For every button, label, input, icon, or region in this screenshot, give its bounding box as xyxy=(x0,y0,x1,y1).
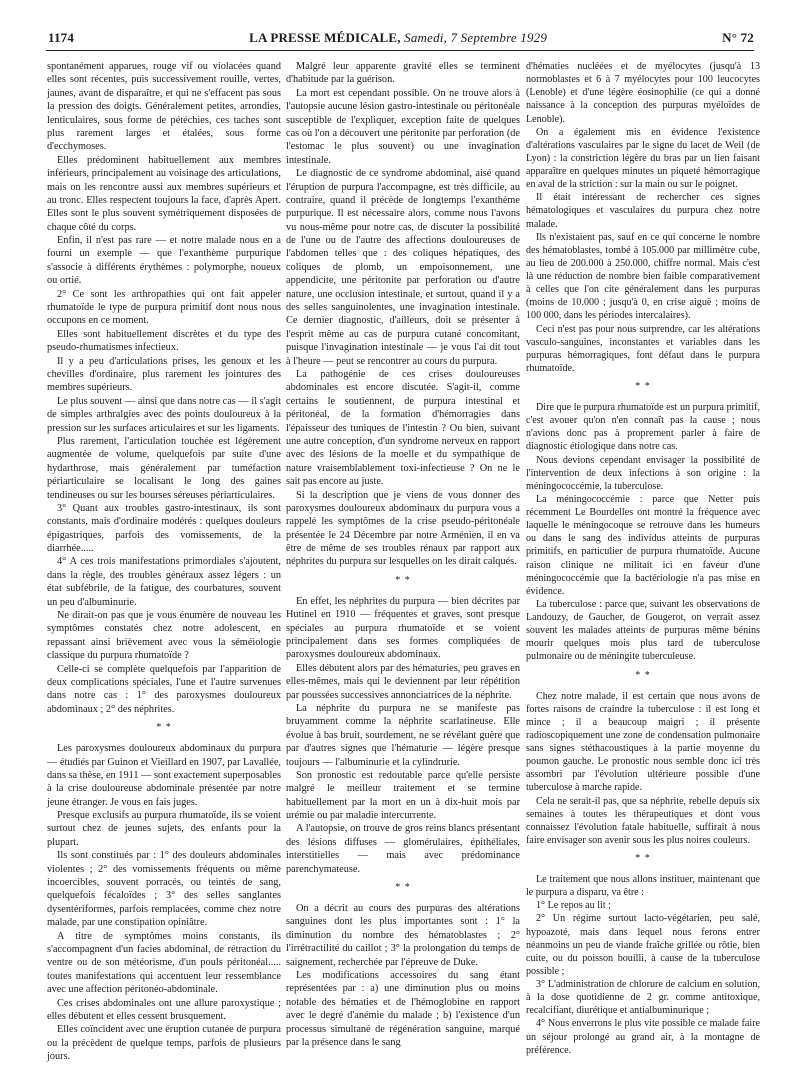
paragraph: On a également mis en évidence l'existence d'altérations vasculaires par le signe du lacet de Weil (de Lyon) : la constriction légère du bras par un lien faisant apparaître en quelques minutes un piqueté hémorragique en aval de la striction : sur la main ou sur le poignet. xyxy=(526,126,760,191)
section-separator: * * xyxy=(395,882,411,894)
section-separator: * * xyxy=(635,853,651,864)
column-3 xyxy=(526,60,760,1057)
column-2 xyxy=(286,60,520,1049)
paragraph: Les modifications accessoires du sang étant représentées par : a) une diminution plus ou moins notable des hématies et de l'hémoglobine en rapport avec le degré d'anémie du malade ; b) l'existence d'un processus simultané de régénération sanguine, marqué par la présence dans le sang xyxy=(286,970,520,1048)
paragraph: Dire que le purpura rhumatoïde est un purpura primitif, c'est avouer qu'on n'en connaît pas la cause ; nous n'avions donc pas à proprement parler à faire de diagnostic étiologique dans notre cas. xyxy=(526,402,760,453)
column-1 xyxy=(47,60,281,1064)
paragraph: Le diagnostic de ce syndrome abdominal, aisé quand l'éruption de purpura l'accompagne, est très difficile, au contraire, quand il précède de longtemps l'exanthème purpurique. Il est nécessaire alors, comme nous l'avons vu nous-même pour notre cas, de discuter la possibilité de l'une ou de l'autre des affections douloureuses de l'abdomen telles que : des coliques hépatiques, des coliques de plomb, un empoisonnement, une appendicite, une péritonite par perforation ou d'autre nature, une occlusion intestinale, et surtout, quand il y a des selles sanguinolentes, une invagination intestinale. Ce dernier diagnostic, d'ailleurs, doit se présenter à l'esprit même au cas de purpura cutané concomitant, puisque l'invagination intestinale — je vous l'ai dit tout à l'heure — peut se rencontrer au cours du purpura. xyxy=(286,168,520,367)
paragraph: La néphrite du purpura ne se manifeste pas bruyamment comme la néphrite scarlatineuse. Elle évolue à bas bruit, sourdement, ne se révélant guère que par d'autres signes que l'hématurie — légère presque toujours — l'albuminurie et la cylindrurie. xyxy=(286,702,520,768)
paragraph: Son pronostic est redoutable parce qu'elle persiste malgré le meilleur traitement et se termine habituellement par la mort en un à dix-huit mois par urémie ou par maladie intercurrente. xyxy=(286,769,520,822)
paragraph: d'hématies nucléées et de myélocytes (jusqu'à 13 normoblastes et 6 à 7 myélocytes pour 100 leucocytes (Lenoble) et d'une légère éosinophilie (ce qui a donné naissance à la conception des purpuras myéloïdes de Lenoble). xyxy=(526,61,760,125)
paragraph: La mort est cependant possible. On ne trouve alors à l'autopsie aucune lésion gastro-intestinale ou péritonéale susceptible de l'expliquer, exception faite de quelques cas où l'on a découvert une péritonite par perforation (de l'estomac le plus souvent) ou une invagination intestinale. xyxy=(286,87,520,166)
paragraph: La tuberculose : parce que, suivant les observations de Landouzy, de Gaucher, de Gougerot, on verrait assez souvent les malades atteints de purpuras même bénins mourir quelques mois plus tard de tuberculose pulmonaire ou de méningite tuberculeuse. xyxy=(526,598,760,663)
paragraph: Presque exclusifs au purpura rhumatoïde, ils se voient surtout chez de jeunes sujets, des enfants pour la plupart. xyxy=(47,810,281,848)
paragraph: Ne dirait-on pas que je vous énumère de nouveau les symptômes constatés chez notre adolescent, en repassant ainsi brièvement avec vous la séméiologie classique du purpura rhumatoïde ? xyxy=(47,610,281,662)
paragraph: Le traitement que nous allons instituer, maintenant que le purpura a disparu, va être : xyxy=(526,874,760,899)
section-separator: * * xyxy=(635,669,651,681)
paragraph: Nous devions cependant envisager la possibilité de l'intervention de deux infections à son origine : la méningococcémie, la tuberculose. xyxy=(526,454,760,492)
paragraph: Celle-ci se complète quelquefois par l'apparition de deux complications spéciales, l'une et l'autre survenues dans notre cas : 1° des paroxysmes douloureux abdominaux ; 2° des néphrites. xyxy=(47,663,281,715)
paragraph: A l'autopsie, on trouve de gros reins blancs présentant des lésions diffuses — glomérulaires, épithéliales, interstitielles — mais avec prédominance parenchymateuse. xyxy=(286,823,520,875)
paragraph: Il y a peu d'articulations prises, les genoux et les chevilles d'ordinaire, plus rarement les jointures des membres supérieurs. xyxy=(47,355,281,394)
paragraph: Il était intéressant de rechercher ces signes hématologiques et vasculaires du purpura chez notre malade. xyxy=(526,192,760,230)
paragraph: Le plus souvent — ainsi que dans notre cas — il s'agit de simples arthralgies avec des points douloureux à la pression sur les surfaces articulaires et sur les ligaments. xyxy=(47,395,281,434)
paragraph: Elles sont habituellement discrètes et du type des pseudo-rhumatismes infectieux. xyxy=(47,328,281,354)
paragraph: 2° Ce sont les arthropathies qui ont fait appeler rhumatoïde le type de purpura primitif dont nous nous occupons en ce moment. xyxy=(47,288,281,327)
running-title xyxy=(249,30,547,46)
paragraph: Ils sont constitués par : 1° des douleurs abdominales violentes ; 2° des vomissements fréquents ou même incoercibles, souvent porracés, ou teintés de sang, quelquefois fécaloïdes ; 3° des selles sanglantes dysentériformes, parfois remplacées, comme chez notre malade, par une constipation opiniâtre. xyxy=(47,850,281,929)
paragraph: Les paroxysmes douloureux abdominaux du purpura — étudiés par Guinon et Vieillard en 1907, par Lavallée, dans sa thèse, en 1911 — sont exactement superposables à la crise douloureuse abdominale présentée par notre jeune étranger. Je vous en fais juges. xyxy=(47,743,281,808)
paragraph: 1° Le repos au lit ; xyxy=(536,900,611,912)
issue-number: N° 72 xyxy=(722,30,754,45)
section-separator: * * xyxy=(395,574,411,586)
paragraph: 3° L'administration de chlorure de calcium en solution, à la dose quotidienne de 2 gr. comme antitoxique, recalcifiant, diurétique et antialbuminurique ; xyxy=(526,979,760,1017)
paragraph: La méningococcémie : parce que Netter puis récemment Le Bourdelles ont montré la fréquence avec laquelle le méningocoque se retrouve dans les humeurs ou dans le sang des individus atteints de purpuras primitifs, en particulier de purpura rhumatoïde. Aucune raison clinique ne militait ici en faveur d'une méningococcémie que la bactériologie n'a pas mise en évidence. xyxy=(526,493,760,597)
section-separator: * * xyxy=(156,722,172,734)
journal-name: LA PRESSE MÉDICALE, xyxy=(249,30,401,45)
paragraph: A titre de symptômes moins constants, ils s'accompagnent d'un facies abdominal, de rétraction du ventre ou de son météorisme, d'un pouls péritonéal..... toutes manifestations qui accentuent leur ressemblance avec une affection péritonéo-abdominale. xyxy=(47,930,281,996)
paragraph: Chez notre malade, il est certain que nous avons de fortes raisons de craindre la tuberculose : il est long et mince ; il a beaucoup maigri ; il présente radioscopiquement une zone de condensation pulmonaire sans signes stéthacoustiques à la partie moyenne du poumon gauche. Le pronostic nous semble donc ici très assombri par l'évolution ultérieure possible d'une tuberculose à marche rapide. xyxy=(526,690,760,794)
paragraph: Si la description que je viens de vous donner des paroxysmes douloureux abdominaux du purpura vous a rappelé les symptômes de la crise pseudo-péritonéale présentée le 24 Décembre par notre Arménien, il en va être de même de ses troubles rénaux par rapport aux néphrites du purpura sur lesquelles on les dirait calqués. xyxy=(286,489,520,568)
paragraph: La pathogénie de ces crises douloureuses abdominales est encore discutée. S'agit-il, comme certains le soutiennent, de purpura intestinal et péritonéal, de la formation d'hémorragies dans l'épaisseur des tuniques de l'intestin ? Ou bien, suivant une autre conception, d'un syndrome nerveux en rapport avec des lésions de la moelle et du sympathique de nature vraisemblablement toxi-infectieuse ? On ne le sait pas encore au juste. xyxy=(286,368,520,488)
paragraph: Ceci n'est pas pour nous surprendre, car les altérations vasculo-sanguines, inconstantes et variables dans les purpuras hémorragiques, font défaut dans le purpura rhumatoïde. xyxy=(526,323,760,374)
paragraph: En effet, les néphrites du purpura — bien décrites par Hutinel en 1910 — fréquentes et graves, sont presque spéciales au purpura rhumatoïde et se voient principalement dans ses formes compliquées de paroxysmes douloureux abdominaux. xyxy=(286,595,520,661)
paragraph: Elles débutent alors par des hématuries, peu graves en elles-mêmes, mais qui le deviennent par leur répétition par poussées successives annonciatrices de la néphrite. xyxy=(286,662,520,701)
paragraph: Enfin, il n'est pas rare — et notre malade nous en a fourni un exemple — que l'exanthème purpurique s'associe à différents érythèmes : polymorphe, noueux ou ortié. xyxy=(47,235,281,287)
header-rule xyxy=(46,50,754,51)
paragraph: spontanément apparues, rouge vif ou violacées quand elles sont récentes, puis successivement rouille, vertes, jaunes, avant de disparaître, et qui ne s'effacent pas sous la pression des doigts. Généralement petites, arrondies, lenticulaires, sous forme de pétéchies, ces taches sont plus rarement larges et étalées, sous forme d'ecchymoses. xyxy=(47,61,281,153)
paragraph: On a décrit au cours des purpuras des altérations sanguines dont les plus importantes sont : 1° la diminution du nombre des hématoblastes ; 2° l'irrétractilité du caillot ; 3° la prolongation du temps de saignement, recherchée par l'épreuve de Duke. xyxy=(286,903,520,968)
page-header xyxy=(48,30,754,48)
paragraph: 4° A ces trois manifestations primordiales s'ajoutent, dans la règle, des troubles généraux assez légers : un état subfébrile, de la fatigue, des courbatures, souvent un peu d'albuminurie. xyxy=(47,556,281,608)
paragraph: 2° Un régime surtout lacto-végétarien, peu salé, hypoazoté, mais dans lequel nous ferons entrer néanmoins un peu de viande fraîche grillée ou rôtie, bien cuite, ou du poisson bouilli, à cause de la tuberculose possible ; xyxy=(526,913,760,977)
paragraph: 4° Nous enverrons le plus vite possible ce malade faire un séjour prolongé au grand air, à la montagne de préférence. xyxy=(526,1018,760,1056)
paragraph: Cela ne serait-il pas, que sa néphrite, rebelle depuis six semaines à toutes les thérapeutiques et dont vous connaissez l'évolution fatale habituelle, suffirait à nous faire envisager son avenir sous les plus noires couleurs. xyxy=(526,795,760,846)
issue-date: Samedi, 7 Septembre 1929 xyxy=(404,30,548,45)
paragraph: Elles prédominent habituellement aux membres inférieurs, principalement au voisinage des articulations, mais on les rencontre aussi aux membres supérieurs et au tronc. Elles respectent toujours la face, d'après Apert. Elles sont le plus souvent symétriquement disposées de chaque côté du corps. xyxy=(47,154,281,233)
page-number: 1174 xyxy=(48,30,75,45)
section-separator: * * xyxy=(635,381,651,392)
paragraph: Elles coïncident avec une éruption cutanée de purpura ou la précèdent de quelque temps, parfois de plusieurs jours. xyxy=(47,1024,281,1063)
paragraph: Ils n'existaient pas, sauf en ce qui concerne le nombre des hématoblastes, tombé à 105.000 par millimètre cube, au lieu de 200.000 à 250.000, chiffre normal. Mais c'est là une réduction de nombre bien faible comparativement à celles que l'on cite généralement dans les purpuras (moins de 10.000 ; jusqu'à 0, en crise aiguë ; moins de 100 000, dans les périodes intercalaires). xyxy=(526,231,760,322)
paragraph: Plus rarement, l'articulation touchée est légèrement augmentée de volume, quelquefois par suite d'une hydarthrose, mais généralement par tuméfaction périarticulaire se localisant le long des gaines tendineuses ou sur les bourses séreuses périarticulaires. xyxy=(47,435,281,501)
paragraph: Ces crises abdominales ont une allure paroxystique ; elles débutent et elles cessent brusquement. xyxy=(47,997,281,1022)
paragraph: 3° Quant aux troubles gastro-intestinaux, ils sont constants, mais d'ordinaire modérés : quelques douleurs épigastriques, parfois des vomissements, de la diarrhée..... xyxy=(47,502,281,555)
paragraph: Malgré leur apparente gravité elles se terminent d'habitude par la guérison. xyxy=(286,61,520,86)
